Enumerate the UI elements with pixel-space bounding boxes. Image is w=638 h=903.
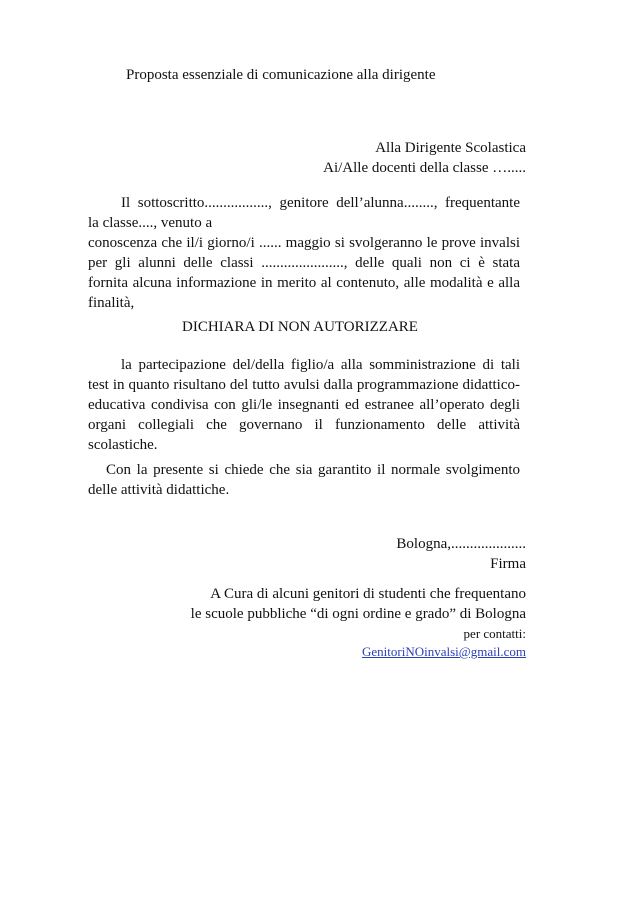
declaration-heading: DICHIARA DI NON AUTORIZZARE <box>182 319 418 335</box>
place-date: Bologna,.................... <box>396 536 526 552</box>
document-title: Proposta essenziale di comunicazione alla dirigente <box>126 67 436 83</box>
intro-line: la classe...., venuto a <box>88 215 213 231</box>
contact-email-link[interactable]: GenitoriNOinvalsi@gmail.com <box>362 644 526 659</box>
intro-line: Il sottoscritto................., genitore dell’alunna........, frequentante <box>121 195 520 211</box>
footer-block <box>191 584 526 660</box>
contact-label: per contatti: <box>463 626 526 641</box>
request-text: Con la presente si chiede che sia garantito il normale svolgimento delle attività didattiche. <box>88 462 520 498</box>
request-paragraph <box>88 460 520 500</box>
consent-text: la partecipazione del/della figlio/a alla somministrazione di tali test in quanto risultano del tutto avulsi dalla programmazione didattico-educativa condivisa con gli/le insegnanti ed estranee all’operato degli organi collegiali che governano il funzionamento delle attività scolastiche. <box>88 357 520 453</box>
signature-label: Firma <box>490 556 526 572</box>
footer-line: le scuole pubbliche “di ogni ordine e grado” di Bologna <box>190 606 526 622</box>
footer-line: A Cura di alcuni genitori di studenti che frequentano <box>210 586 526 602</box>
recipient-block <box>323 138 526 178</box>
consent-paragraph <box>88 355 520 455</box>
intro-line: conoscenza che il/i giorno/i ...... maggio si svolgeranno le prove invalsi per gli alunni delle classi ......................, delle quali non ci è stata fornita alcuna informazione in merito al contenuto, alle modalità e alla finalità, <box>88 235 520 311</box>
signature-block <box>396 534 526 574</box>
intro-paragraph <box>88 193 520 313</box>
recipient-line: Alla Dirigente Scolastica <box>375 140 526 156</box>
recipient-line: Ai/Alle docenti della classe …..... <box>323 160 526 176</box>
